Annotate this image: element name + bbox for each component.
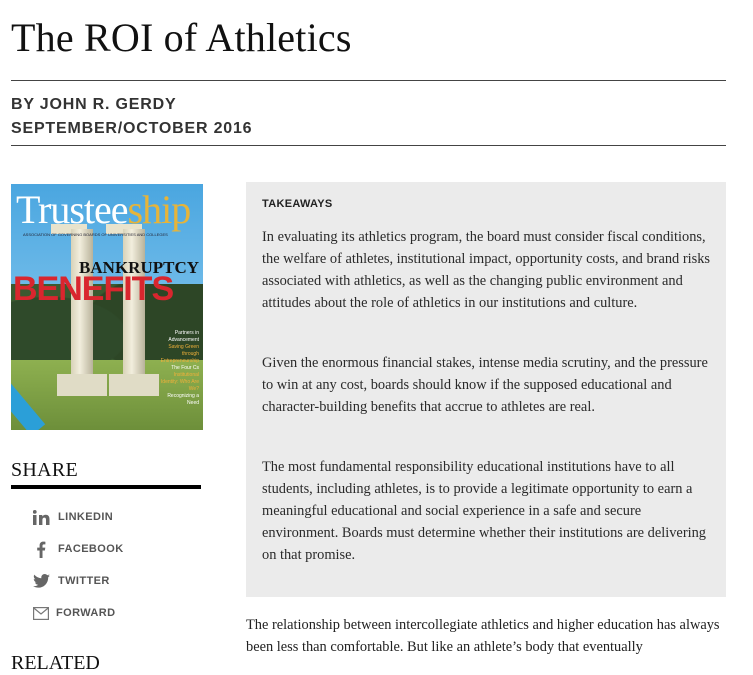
share-facebook-link[interactable] [31, 540, 124, 558]
related-heading: RELATED [11, 652, 100, 674]
takeaways-heading: TAKEAWAYS [262, 198, 333, 210]
cover-side-items [155, 330, 199, 407]
cover-headline-main: BENEFITS [13, 270, 174, 308]
takeaway-paragraph: The most fundamental responsibility educational institutions have to all students, including athletes, is to provide a legitimate opportunity to earn a meaningful educational and social experience in a safe and secure environment. Boards must determine whether their institutions are delivering on that promise. [262, 459, 707, 563]
share-rule [11, 485, 201, 489]
share-label: FACEBOOK [58, 543, 124, 555]
share-heading: SHARE [11, 459, 79, 481]
share-label: LINKEDIN [58, 511, 114, 523]
cover-side-item: Partners in Advancement [168, 330, 199, 343]
column-base [57, 374, 107, 396]
cover-side-item: Recognizing a Need [167, 393, 199, 406]
share-linkedin-link[interactable] [31, 508, 113, 526]
issue-date: SEPTEMBER/OCTOBER 2016 [11, 120, 253, 137]
article-meta [11, 93, 252, 141]
masthead-main: Trustee [16, 187, 128, 232]
cover-subtitle: ASSOCIATION OF GOVERNING BOARDS OF UNIVERSITIES AND COLLEGES [23, 232, 168, 237]
cover-masthead [16, 186, 190, 233]
share-label: TWITTER [58, 575, 110, 587]
share-forward-link[interactable] [31, 604, 115, 622]
masthead-accent: ship [127, 187, 191, 232]
envelope-icon [31, 604, 51, 622]
article-body-paragraph: The relationship between intercollegiate athletics and higher education has always been less than comfortable. But like an athlete’s body that eventually [246, 617, 720, 655]
byline: BY JOHN R. GERDY [11, 96, 177, 113]
cover-side-item: Saving Green through Entrepreneurship [160, 344, 199, 364]
cover-side-item: Institutional Identity: Who Are We? [160, 372, 199, 392]
takeaway-paragraph: Given the enormous financial stakes, intense media scrutiny, and the pressure to win at any cost, boards should know if the supposed educational and character-building benefits that accrue to athletes are real. [262, 355, 708, 415]
takeaways-box [246, 182, 726, 597]
facebook-icon [31, 540, 51, 558]
share-label: FORWARD [56, 607, 116, 619]
share-twitter-link[interactable] [31, 572, 110, 590]
cover-headline-top: BANKRUPTCY [79, 258, 199, 277]
divider [11, 80, 726, 81]
column-base [109, 374, 159, 396]
magazine-cover-image[interactable] [11, 184, 203, 430]
twitter-icon [31, 572, 51, 590]
page-title: The ROI of Athletics [11, 15, 352, 60]
divider [11, 145, 726, 146]
cover-side-item: The Four Cs [171, 365, 199, 371]
linkedin-icon [31, 508, 51, 526]
takeaway-paragraph: In evaluating its athletics program, the board must consider fiscal conditions, the welfare of athletes, institutional impact, opportunity costs, and brand risks associated with athletics, as well as the changing public environment and attitudes about the role of athletics in our institutions and culture. [262, 229, 711, 311]
